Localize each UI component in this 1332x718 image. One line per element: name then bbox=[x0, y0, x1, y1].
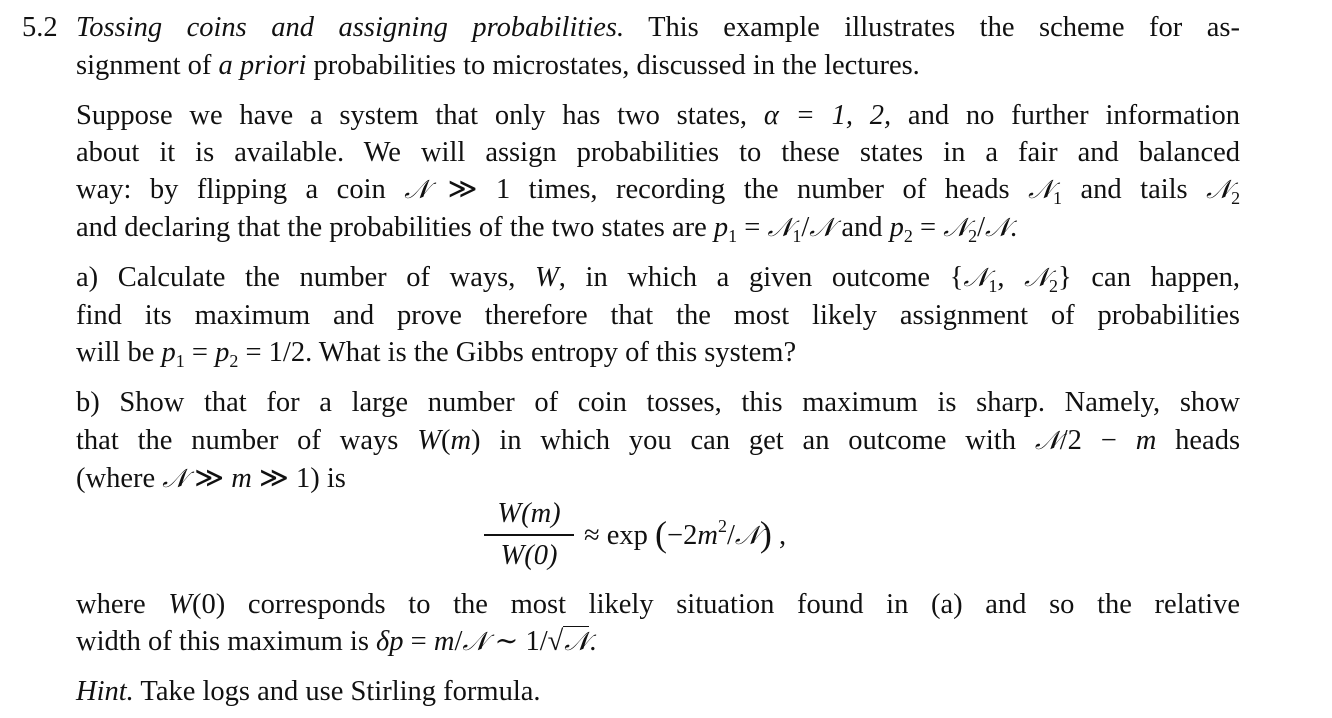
hint-label: Hint. bbox=[76, 676, 134, 707]
para1-line-1: Suppose we have a system that only has two states, α = 1, 2, and no further information bbox=[76, 100, 1241, 131]
para1-line-4: and declaring that the probabilities of the two states are $p_1$ = 𝒩$_1$/𝒩 and $p_2$ = 𝒩$_2$/𝒩. bbox=[76, 212, 1018, 246]
problem-title: Tossing coins and assigning probabilities. bbox=[76, 12, 625, 43]
para1-line-3: way: by flipping a coin 𝒩 ≫ 1 times, recording the number of heads 𝒩$_1$ and tails 𝒩$_2$ bbox=[76, 174, 1241, 208]
equation-fraction bbox=[484, 496, 574, 574]
part-b-line-4: where W(0) corresponds to the most likely situation found in (a) and so the relative bbox=[76, 589, 1240, 620]
equation-rhs: ≈ $\exp (-2m^2/𝒩)$ , bbox=[584, 514, 787, 554]
hint-line bbox=[76, 674, 1240, 710]
equation-numerator: W(m) bbox=[497, 498, 561, 529]
part-b-line-3: (where 𝒩 ≫ m ≫ 1) is bbox=[76, 463, 346, 494]
part-b-line-1: b) Show that for a large number of coin tosses, this maximum is sharp. Namely, show bbox=[76, 387, 1240, 418]
fraction-bar bbox=[484, 534, 574, 536]
hint-text: Take logs and use Stirling formula. bbox=[140, 676, 541, 707]
intro-line-2: signment of a priori probabilities to microstates, discussed in the lectures. bbox=[76, 50, 920, 81]
part-b-line-2: that the number of ways W(m) in which you can get an outcome with 𝒩/2 − m heads bbox=[76, 425, 1241, 456]
part-a-line-2: find its maximum and prove therefore that the most likely assignment of probabilities bbox=[76, 300, 1240, 331]
problem-number: 5.2 bbox=[22, 12, 58, 43]
part-b-line-5: width of this maximum is δp = m/𝒩 ∼ 1/√𝒩. bbox=[76, 626, 597, 657]
para1-line-2: about it is available. We will assign probabilities to these states in a fair and balanced bbox=[76, 137, 1240, 168]
equation-denominator: W(0) bbox=[500, 539, 558, 571]
part-a-line-1: a) Calculate the number of ways, W, in which a given outcome {𝒩$_1$, 𝒩$_2$} can happen, bbox=[76, 262, 1241, 296]
problem-heading-line: Tossing coins and assigning probabilities. This example illustrates the scheme for as- bbox=[76, 12, 1240, 43]
part-a-line-3: will be $p_1 = p_2 = 1/2$. What is the Gibbs entropy of this system? bbox=[76, 337, 797, 371]
